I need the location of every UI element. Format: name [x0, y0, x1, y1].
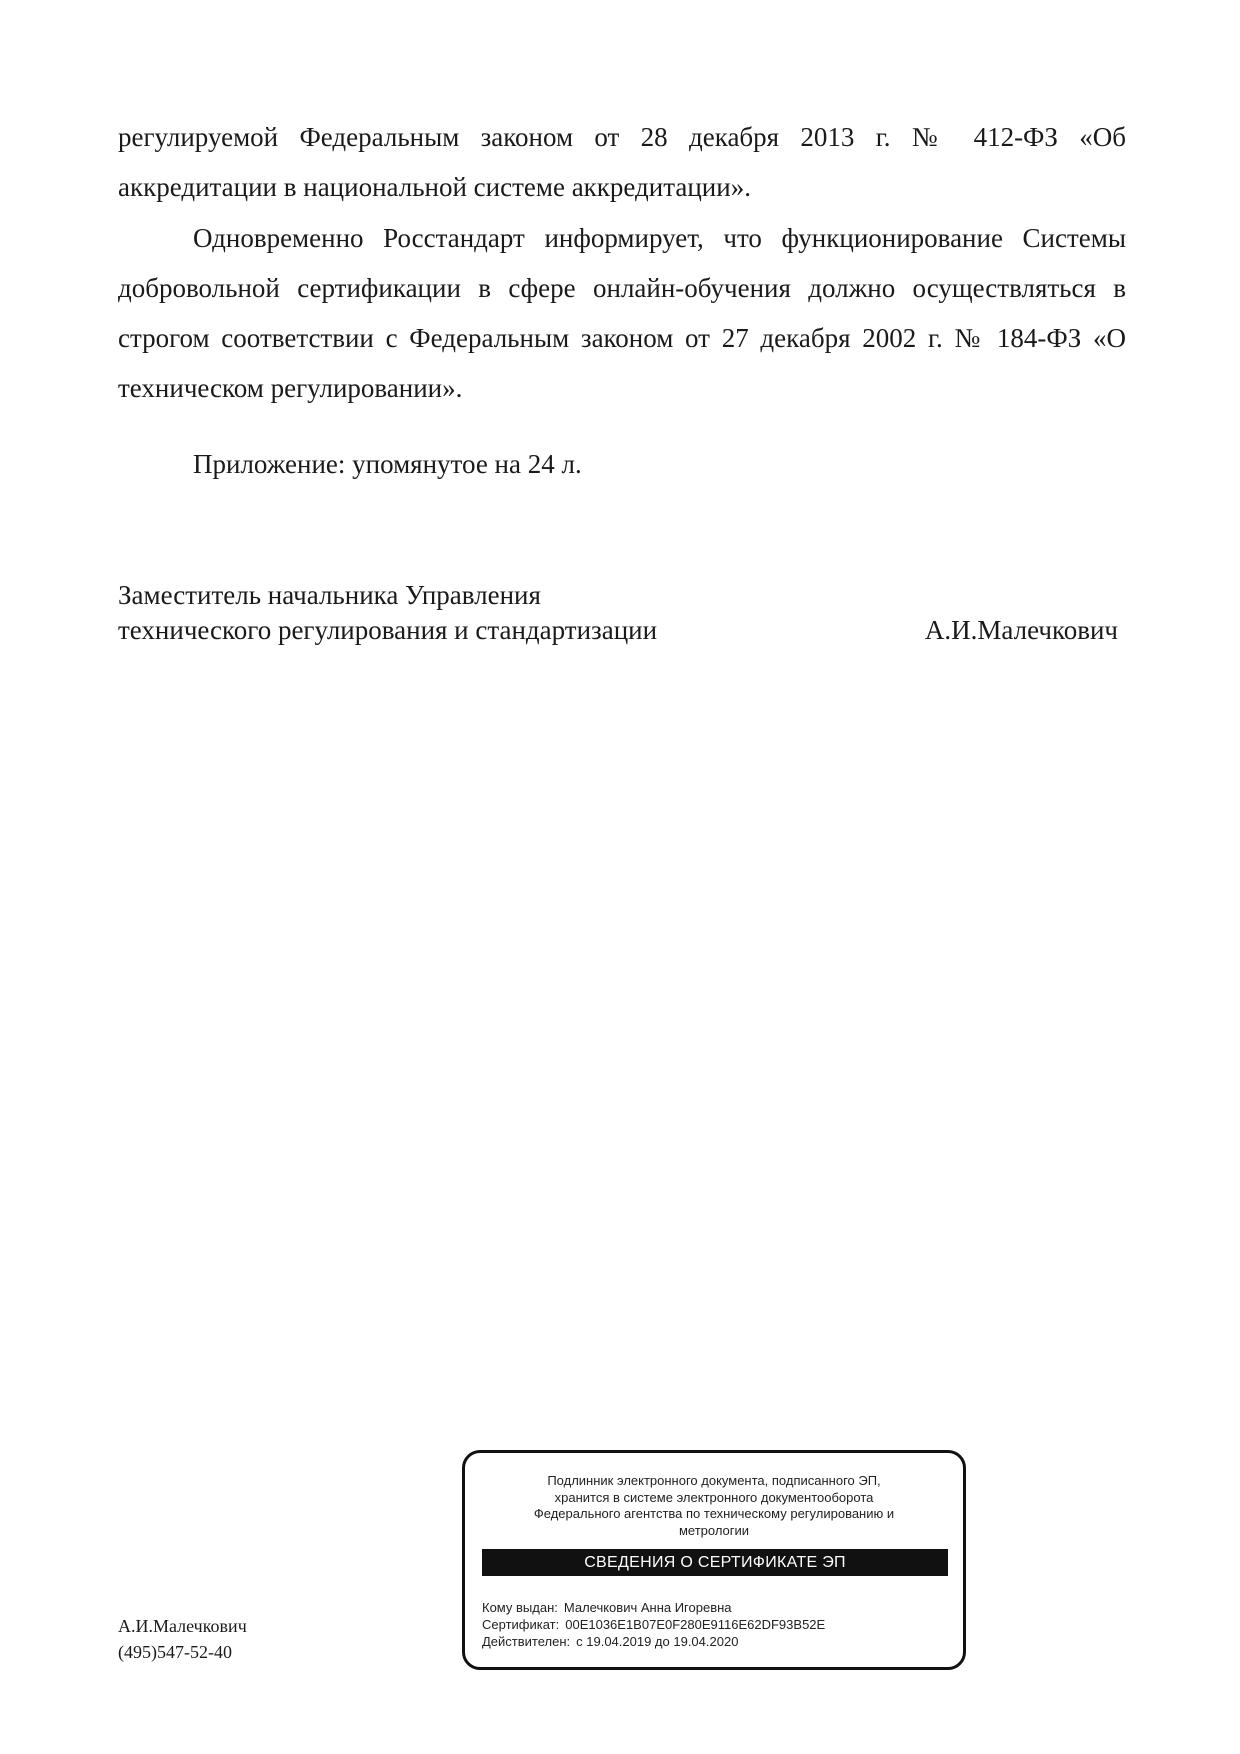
stamp-certificate-details [482, 1599, 825, 1650]
stamp-issued-to-value: Малечкович Анна Игоревна [563, 1600, 732, 1615]
paragraph-main: Одновременно Росстандарт информирует, что функционирование Системы добровольной сертификации в сфере онлайн-обучения должно осуществляться в строгом соответствии с Федеральным законом от 27 декабря 2002 г. № 184-ФЗ «О техническом регулировании». [118, 223, 1126, 403]
stamp-valid-label: Действителен: [482, 1634, 571, 1649]
stamp-issued-to-label: Кому выдан: [482, 1600, 558, 1615]
stamp-notice-line: Подлинник электронного документа, подписанного ЭП, [547, 1473, 881, 1488]
stamp-valid-row [482, 1633, 825, 1650]
stamp-issued-to-row [482, 1599, 825, 1616]
paragraph-continuation: регулируемой Федеральным законом от 28 декабря 2013 г. № 412-ФЗ «Об аккредитации в национальной системе аккредитации». [118, 122, 1126, 202]
stamp-certificate-row [482, 1616, 825, 1633]
signature-block [118, 578, 1128, 648]
stamp-header: СВЕДЕНИЯ О СЕРТИФИКАТЕ ЭП [482, 1549, 948, 1576]
stamp-notice-line: метрологии [678, 1522, 750, 1538]
stamp-notice-line: хранится в системе электронного документооборота [554, 1489, 874, 1505]
signer-name: А.И.Малечкович [924, 615, 1118, 645]
attachment-block [118, 439, 1126, 489]
stamp-notice-line: Федерального агентства по техническому регулированию и [533, 1506, 895, 1521]
signer-position-line1: Заместитель начальника Управления [118, 580, 541, 610]
stamp-certificate-value: 00E1036E1B07E0F280E9116E62DF93B52E [565, 1617, 826, 1632]
electronic-signature-stamp [462, 1450, 966, 1670]
paragraph-continuation-block [118, 112, 1126, 212]
stamp-certificate-label: Сертификат: [482, 1617, 560, 1632]
signer-position-line2: технического регулирования и стандартизации [118, 615, 658, 645]
executor-phone: (495)547-52-40 [118, 1642, 232, 1662]
attachment-note: Приложение: упомянутое на 24 л. [193, 449, 582, 479]
stamp-valid-value: с 19.04.2019 до 19.04.2020 [576, 1634, 739, 1649]
executor-name: А.И.Малечкович [118, 1616, 247, 1636]
paragraph-main-block [118, 213, 1126, 413]
stamp-notice [485, 1473, 943, 1539]
executor-block [118, 1613, 247, 1665]
